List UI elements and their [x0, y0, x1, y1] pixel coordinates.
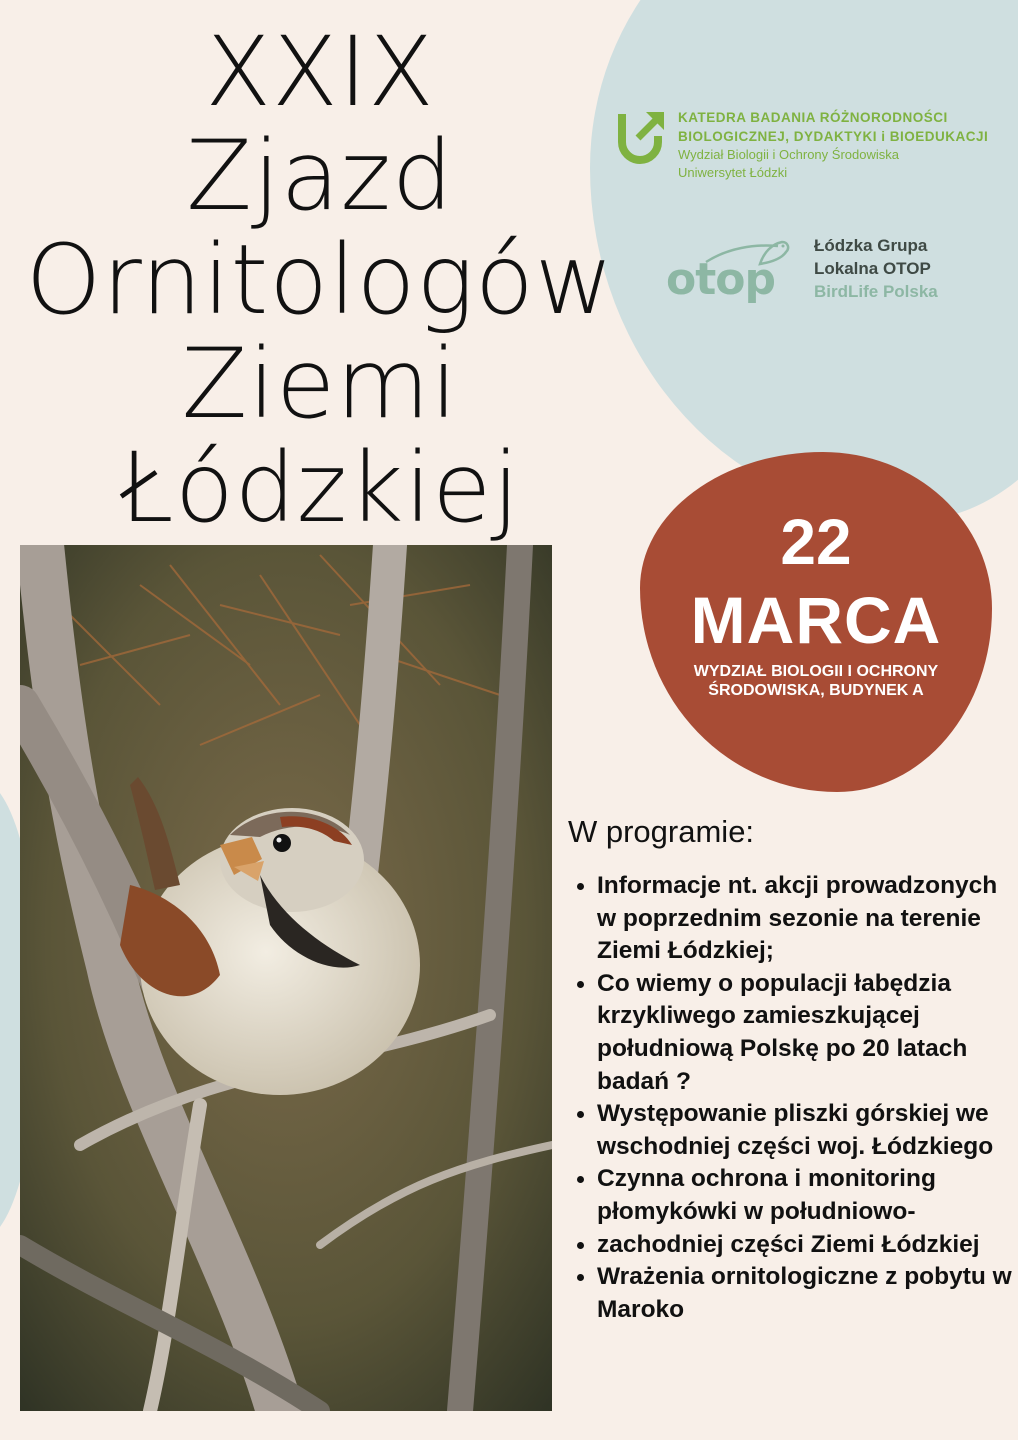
university-emblem-icon [616, 108, 666, 168]
event-venue [640, 662, 992, 700]
university-dept-line: KATEDRA BADANIA RÓŻNORODNOŚCI [678, 110, 948, 125]
otop-group-line: Lokalna OTOP [814, 259, 931, 278]
title-line: Ornitologów [25, 224, 615, 336]
event-day: 22 [780, 506, 852, 578]
university-faculty: Wydział Biologii i Ochrony Środowiska [678, 147, 899, 162]
birdlife-label: BirdLife Polska [814, 282, 938, 301]
venue-line: ŚRODOWISKA, BUDYNEK A [708, 682, 924, 699]
otop-wordmark: otop [666, 254, 775, 305]
university-name: Uniwersytet Łódzki [678, 165, 788, 180]
program-item: Informacje nt. akcji prowadzonych w poprzednim sezonie na terenie Ziemi Łódzkiej; [572, 870, 1018, 968]
otop-logo [664, 232, 1014, 312]
title-line: Zjazd [186, 120, 454, 232]
title-line: Ziemi [181, 328, 459, 440]
venue-line: WYDZIAŁ BIOLOGII I OCHRONY [693, 663, 939, 680]
university-dept-line: BIOLOGICZNEJ, DYDAKTYKI i BIOEDUKACJI [678, 129, 989, 144]
program-item: Co wiemy o populacji łabędzia krzykliwego zamieszkującej południową Polskę po 20 latach badań ? [572, 968, 1018, 1098]
title-line: Łódzkiej [119, 432, 520, 544]
program-item: Występowanie pliszki górskiej we wschodniej części woj. Łódzkiego [572, 1098, 1018, 1163]
event-title [0, 16, 640, 544]
university-logo [616, 108, 1016, 198]
program-heading: W programie: [568, 814, 755, 849]
program-list [572, 870, 1018, 1326]
program-item: Czynna ochrona i monitoring płomykówki w południowo- [572, 1163, 1018, 1228]
program-item: zachodniej części Ziemi Łódzkiej [572, 1229, 1018, 1262]
event-month: MARCA [690, 583, 942, 657]
otop-group-line: Łódzka Grupa [814, 236, 928, 255]
sparrow-photo [20, 545, 552, 1411]
title-line: XXIX [205, 16, 435, 128]
program-item: Wrażenia ornitologiczne z pobytu w Maroko [572, 1261, 1018, 1326]
